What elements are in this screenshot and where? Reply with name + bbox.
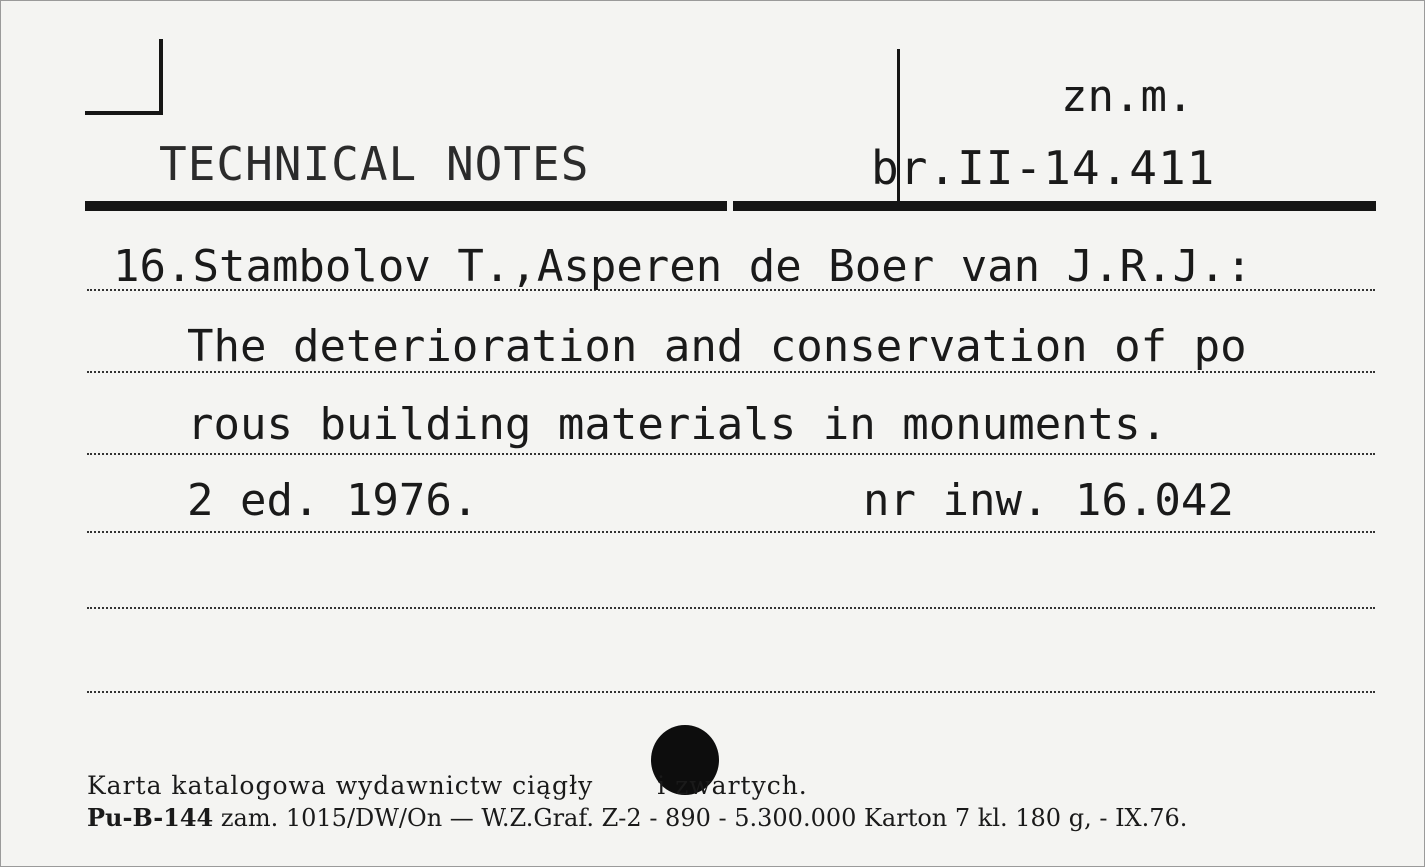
footer-card-type-end: i zwartych. bbox=[657, 771, 808, 800]
ruled-line bbox=[87, 607, 1375, 609]
shelf-signature: br.II-14.411 bbox=[871, 141, 1216, 195]
entry-title-line-2: rous building materials in monuments. bbox=[187, 399, 1168, 450]
footer-code: Pu-B-144 bbox=[87, 803, 214, 832]
header-rule-gap bbox=[727, 201, 733, 211]
entry-edition: 2 ed. 1976. bbox=[187, 475, 479, 526]
collection-mark: zn.m. bbox=[1061, 71, 1194, 122]
corner-mark-vertical bbox=[159, 39, 163, 115]
footer-order-info: zam. 1015/DW/On — W.Z.Graf. Z-2 - 890 - 5.300.000 Karton 7 kl. 180 g, - IX.76. bbox=[220, 804, 1188, 832]
ruled-line bbox=[87, 691, 1375, 693]
section-title: TECHNICAL NOTES bbox=[159, 137, 590, 191]
entry-inventory-number: nr inw. 16.042 bbox=[863, 475, 1234, 526]
footer-card-type bbox=[87, 771, 808, 800]
footer-card-type-start: Karta katalogowa wydawnictw ciągły bbox=[87, 771, 594, 800]
ruled-line bbox=[87, 453, 1375, 455]
entry-title-line-1: The deterioration and conservation of po bbox=[187, 321, 1247, 372]
corner-mark-horizontal bbox=[85, 111, 163, 115]
entry-author-line: 16.Stambolov T.,Asperen de Boer van J.R.J.: bbox=[113, 241, 1253, 292]
footer-print-info bbox=[87, 803, 1187, 832]
ruled-line bbox=[87, 531, 1375, 533]
